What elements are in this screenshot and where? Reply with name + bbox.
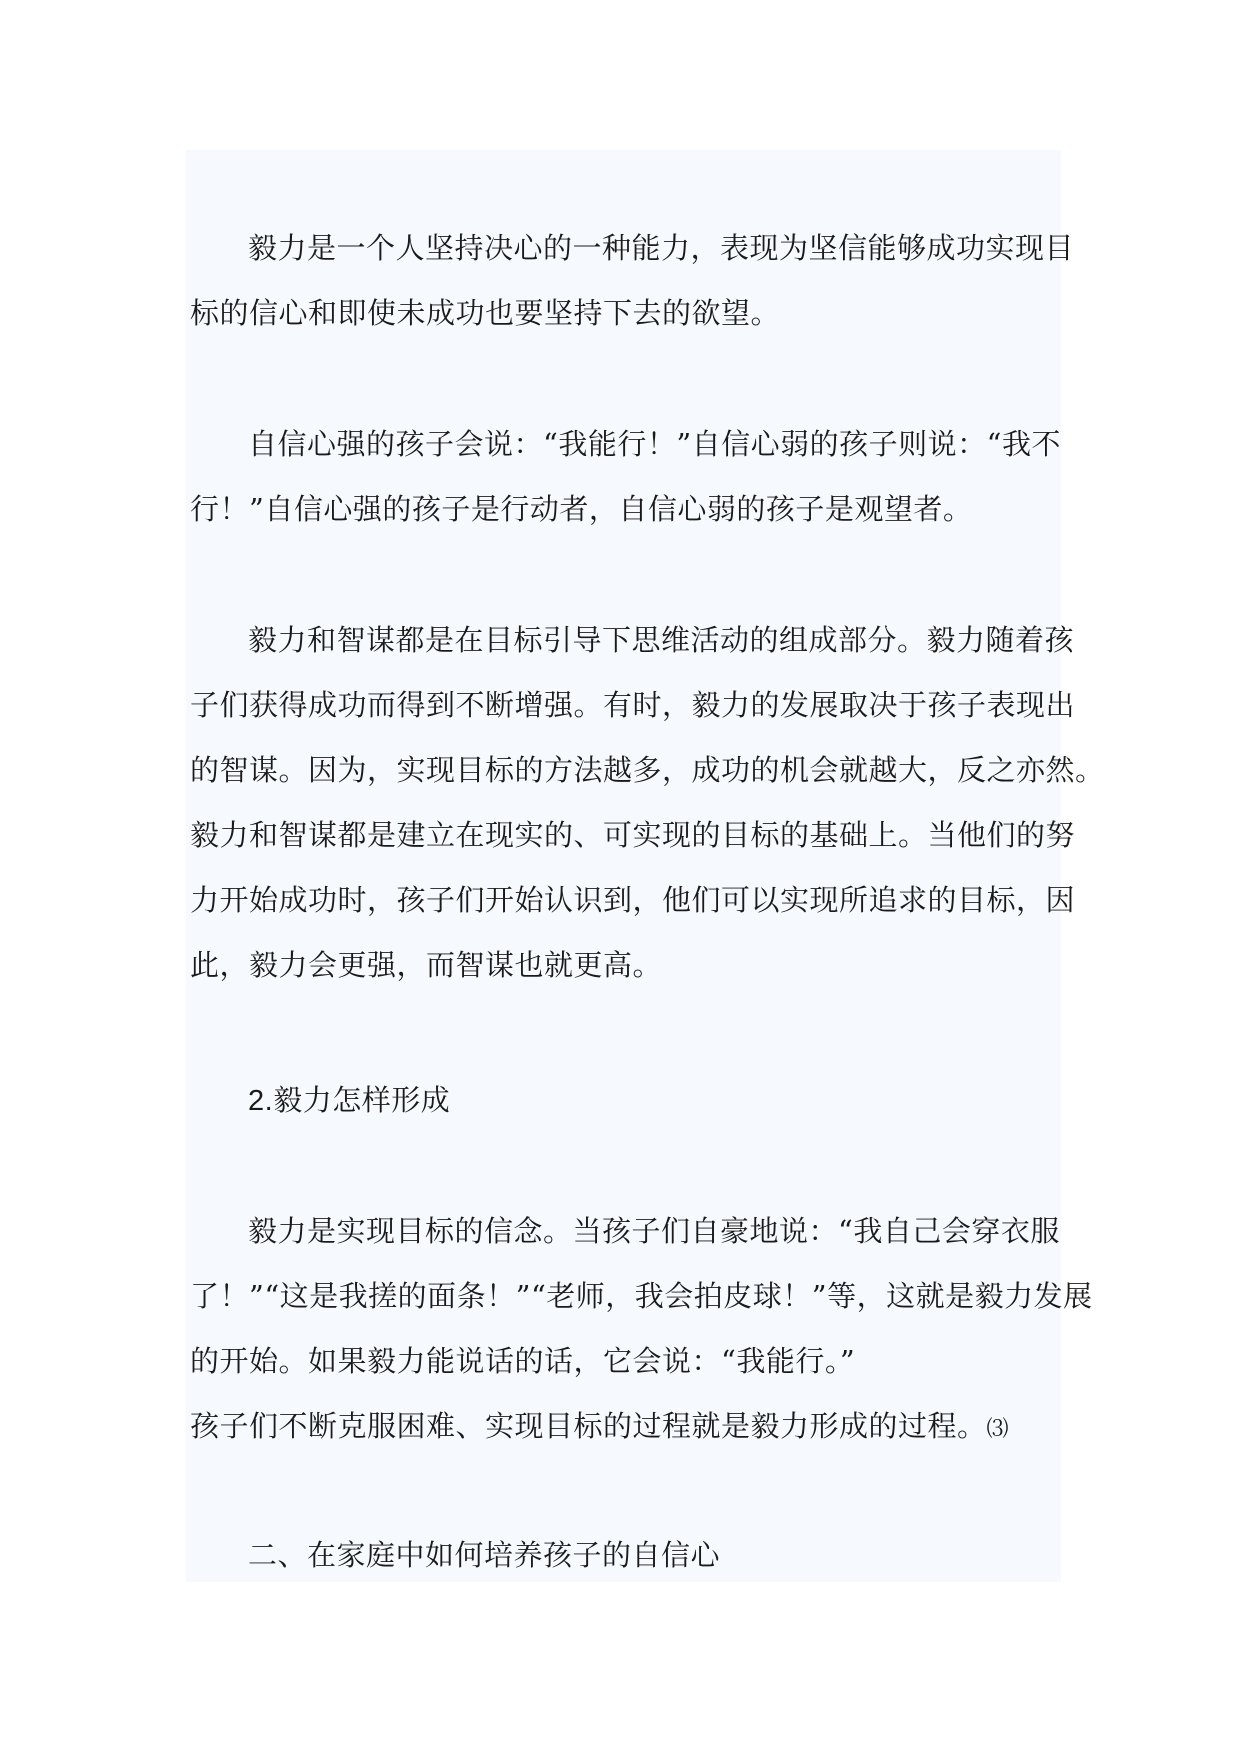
text-line: 行！”自信心强的孩子是行动者，自信心弱的孩子是观望者。 bbox=[190, 492, 973, 526]
text-line: 标的信心和即使未成功也要坚持下去的欲望。 bbox=[190, 296, 781, 330]
paragraph-perseverance-belief bbox=[190, 1199, 1093, 1459]
text-line: 的智谋。因为，实现目标的方法越多，成功的机会就越大，反之亦然。 bbox=[190, 753, 1105, 787]
footnote-marker: ⑶ bbox=[986, 1417, 1010, 1442]
text-line: 自信心强的孩子会说：“我能行！”自信心弱的孩子则说：“我不 bbox=[248, 427, 1061, 461]
text-line: 毅力和智谋都是在目标引导下思维活动的组成部分。毅力随着孩 bbox=[248, 623, 1075, 657]
heading-number: 2. bbox=[248, 1085, 274, 1117]
text-line: 力开始成功时，孩子们开始认识到，他们可以实现所追求的目标，因 bbox=[190, 883, 1076, 917]
heading-text: 毅力怎样形成 bbox=[273, 1083, 451, 1117]
section-heading-family-confidence bbox=[190, 1523, 1060, 1588]
text-line: 子们获得成功而得到不断增强。有时，毅力的发展取决于孩子表现出 bbox=[190, 688, 1076, 722]
paragraph-perseverance-definition bbox=[190, 216, 1075, 346]
paragraph-confidence-comparison bbox=[190, 412, 1060, 542]
text-line bbox=[190, 1394, 1060, 1459]
text-line: 的开始。如果毅力能说话的话，它会说：“我能行。” bbox=[190, 1344, 856, 1378]
paragraph-perseverance-and-wisdom bbox=[190, 608, 1105, 998]
text-line: 了！”“这是我搓的面条！”“老师，我会拍皮球！”等，这就是毅力发展 bbox=[190, 1279, 1093, 1313]
section-heading-how-perseverance-forms bbox=[190, 1068, 1060, 1133]
text-line: 毅力是实现目标的信念。当孩子们自豪地说：“我自己会穿衣服 bbox=[248, 1214, 1060, 1248]
heading-text: 二、在家庭中如何培养孩子的自信心 bbox=[248, 1538, 721, 1572]
heading-line bbox=[190, 1068, 1060, 1133]
text-line: 毅力是一个人坚持决心的一种能力，表现为坚信能够成功实现目 bbox=[248, 231, 1075, 265]
text-line-content: 孩子们不断克服困难、实现目标的过程就是毅力形成的过程。 bbox=[190, 1409, 987, 1443]
text-line: 此，毅力会更强，而智谋也就更高。 bbox=[190, 948, 663, 982]
text-line: 毅力和智谋都是建立在现实的、可实现的目标的基础上。当他们的努 bbox=[190, 818, 1076, 852]
